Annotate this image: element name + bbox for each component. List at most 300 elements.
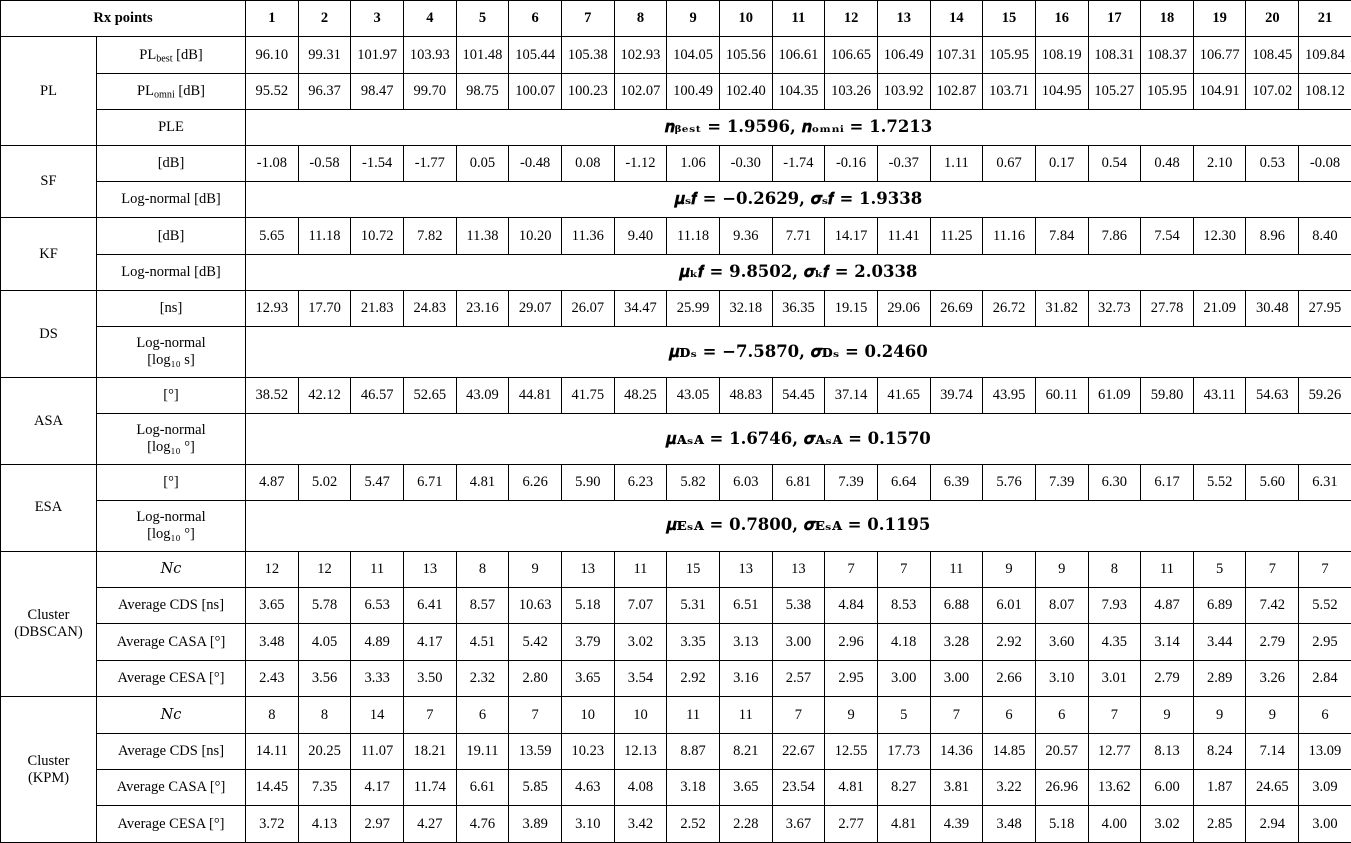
value-cell: 14.45	[246, 769, 299, 805]
value-cell: 3.10	[1035, 660, 1088, 696]
value-cell: 9.40	[614, 218, 667, 254]
value-cell: 3.56	[298, 660, 351, 696]
value-cell: 3.00	[877, 660, 930, 696]
value-cell: 59.80	[1141, 377, 1194, 413]
rx-point-header: 1	[246, 1, 299, 37]
value-cell: 32.73	[1088, 291, 1141, 327]
value-cell: 31.82	[1035, 291, 1088, 327]
value-cell: 3.13	[719, 624, 772, 660]
value-cell: 52.65	[403, 377, 456, 413]
value-cell: 2.77	[825, 806, 878, 843]
value-cell: 4.87	[246, 464, 299, 500]
value-cell: 7	[877, 551, 930, 587]
kf-dist-label: Log-normal [dB]	[97, 254, 246, 290]
rx-point-header: 6	[509, 1, 562, 37]
value-cell: 23.16	[456, 291, 509, 327]
value-cell: 10.23	[561, 733, 614, 769]
value-cell: 29.07	[509, 291, 562, 327]
value-cell: 3.00	[930, 660, 983, 696]
kpm-casa-row	[1, 769, 1351, 805]
asa-unit-label: [°]	[97, 377, 246, 413]
value-cell: 7	[403, 697, 456, 733]
value-cell: 5.52	[1193, 464, 1246, 500]
value-cell: 7.35	[298, 769, 351, 805]
value-cell: 8.57	[456, 588, 509, 624]
value-cell: 18.21	[403, 733, 456, 769]
value-cell: 9	[1193, 697, 1246, 733]
value-cell: 12	[246, 551, 299, 587]
value-cell: 29.06	[877, 291, 930, 327]
value-cell: 3.89	[509, 806, 562, 843]
dbscan-casa-label: Average CASA [°]	[97, 624, 246, 660]
value-cell: 26.72	[983, 291, 1036, 327]
esa-formula: 𝝁ᴇₛᴀ = 𝟎.𝟕𝟖𝟎𝟎, 𝝈ᴇₛᴀ = 𝟎.𝟏𝟏𝟗𝟓	[246, 501, 1351, 552]
value-cell: 0.53	[1246, 145, 1299, 181]
value-cell: 0.08	[561, 145, 614, 181]
value-cell: 3.42	[614, 806, 667, 843]
value-cell: 2.84	[1299, 660, 1351, 696]
value-cell: 3.26	[1246, 660, 1299, 696]
pl-best-row	[1, 37, 1351, 73]
value-cell: 12.55	[825, 733, 878, 769]
value-cell: 10.20	[509, 218, 562, 254]
value-cell: 6.89	[1193, 588, 1246, 624]
value-cell: 20.25	[298, 733, 351, 769]
value-cell: 4.00	[1088, 806, 1141, 843]
value-cell: 2.96	[825, 624, 878, 660]
pl-omni-label: $PL_{omni}$ [dB]	[97, 73, 246, 109]
value-cell: 5.31	[667, 588, 720, 624]
kpm-cds-label: Average CDS [ns]	[97, 733, 246, 769]
value-cell: 108.37	[1141, 37, 1194, 73]
value-cell: 3.44	[1193, 624, 1246, 660]
ds-values-row	[1, 291, 1351, 327]
value-cell: 13.09	[1299, 733, 1351, 769]
value-cell: 4.17	[403, 624, 456, 660]
value-cell: 9	[1246, 697, 1299, 733]
value-cell: 7.82	[403, 218, 456, 254]
dbscan-cds-label: Average CDS [ns]	[97, 588, 246, 624]
value-cell: 9	[1035, 551, 1088, 587]
value-cell: 8	[298, 697, 351, 733]
value-cell: 6.53	[351, 588, 404, 624]
value-cell: 54.45	[772, 377, 825, 413]
value-cell: 6.30	[1088, 464, 1141, 500]
value-cell: 42.12	[298, 377, 351, 413]
value-cell: 0.05	[456, 145, 509, 181]
value-cell: 46.57	[351, 377, 404, 413]
value-cell: 2.43	[246, 660, 299, 696]
value-cell: 1.11	[930, 145, 983, 181]
sf-dist-label: Log-normal [dB]	[97, 181, 246, 217]
sf-values-row	[1, 145, 1351, 181]
value-cell: 105.44	[509, 37, 562, 73]
value-cell: 11	[930, 551, 983, 587]
rx-points-header: Rx points	[1, 1, 246, 37]
value-cell: 104.91	[1193, 73, 1246, 109]
value-cell: 102.87	[930, 73, 983, 109]
rx-point-header: 2	[298, 1, 351, 37]
value-cell: 6.17	[1141, 464, 1194, 500]
value-cell: 20.57	[1035, 733, 1088, 769]
value-cell: 9	[509, 551, 562, 587]
value-cell: 98.47	[351, 73, 404, 109]
value-cell: 3.67	[772, 806, 825, 843]
value-cell: 104.05	[667, 37, 720, 73]
pl-omni-row	[1, 73, 1351, 109]
rx-point-header: 10	[719, 1, 772, 37]
value-cell: 7	[930, 697, 983, 733]
rx-point-header: 4	[403, 1, 456, 37]
pl-group-label: PL	[1, 37, 97, 145]
rx-point-header: 11	[772, 1, 825, 37]
value-cell: 4.17	[351, 769, 404, 805]
value-cell: 106.61	[772, 37, 825, 73]
value-cell: 38.52	[246, 377, 299, 413]
value-cell: 4.08	[614, 769, 667, 805]
value-cell: 5.42	[509, 624, 562, 660]
ds-formula: 𝝁ᴅₛ = −𝟕.𝟓𝟖𝟕𝟎, 𝝈ᴅₛ = 𝟎.𝟐𝟒𝟔𝟎	[246, 327, 1351, 378]
value-cell: 22.67	[772, 733, 825, 769]
value-cell: 103.26	[825, 73, 878, 109]
value-cell: 3.79	[561, 624, 614, 660]
value-cell: 48.83	[719, 377, 772, 413]
value-cell: 8	[456, 551, 509, 587]
kf-values-row	[1, 218, 1351, 254]
rx-point-header: 5	[456, 1, 509, 37]
value-cell: 2.85	[1193, 806, 1246, 843]
value-cell: 3.16	[719, 660, 772, 696]
value-cell: 2.32	[456, 660, 509, 696]
value-cell: 2.92	[667, 660, 720, 696]
value-cell: 7.86	[1088, 218, 1141, 254]
value-cell: -1.54	[351, 145, 404, 181]
kf-unit-label: [dB]	[97, 218, 246, 254]
rx-point-header: 21	[1299, 1, 1351, 37]
value-cell: 19.11	[456, 733, 509, 769]
value-cell: 4.81	[825, 769, 878, 805]
value-cell: 11.07	[351, 733, 404, 769]
value-cell: 60.11	[1035, 377, 1088, 413]
value-cell: 11.16	[983, 218, 1036, 254]
value-cell: 8.07	[1035, 588, 1088, 624]
value-cell: 10	[614, 697, 667, 733]
value-cell: 3.02	[614, 624, 667, 660]
value-cell: 4.35	[1088, 624, 1141, 660]
value-cell: 6.64	[877, 464, 930, 500]
value-cell: 10.63	[509, 588, 562, 624]
rx-point-header: 17	[1088, 1, 1141, 37]
value-cell: 2.28	[719, 806, 772, 843]
sf-group-label: SF	[1, 145, 97, 218]
ds-unit-label: [ns]	[97, 291, 246, 327]
value-cell: 26.69	[930, 291, 983, 327]
value-cell: 3.33	[351, 660, 404, 696]
value-cell: 0.48	[1141, 145, 1194, 181]
ds-group-label: DS	[1, 291, 97, 378]
value-cell: 7	[1088, 697, 1141, 733]
esa-unit-label: [°]	[97, 464, 246, 500]
value-cell: 9	[983, 551, 1036, 587]
rx-point-header: 13	[877, 1, 930, 37]
value-cell: 2.79	[1246, 624, 1299, 660]
value-cell: 30.48	[1246, 291, 1299, 327]
value-cell: 3.48	[246, 624, 299, 660]
value-cell: 2.79	[1141, 660, 1194, 696]
value-cell: 13.62	[1088, 769, 1141, 805]
asa-dist-label: Log-normal [log₁₀ °]	[97, 414, 246, 465]
value-cell: 100.49	[667, 73, 720, 109]
value-cell: 2.95	[1299, 624, 1351, 660]
value-cell: 4.63	[561, 769, 614, 805]
asa-group-label: ASA	[1, 377, 97, 464]
value-cell: 3.00	[772, 624, 825, 660]
value-cell: 11	[667, 697, 720, 733]
value-cell: 21.83	[351, 291, 404, 327]
value-cell: 6.81	[772, 464, 825, 500]
value-cell: 44.81	[509, 377, 562, 413]
rx-point-header: 19	[1193, 1, 1246, 37]
value-cell: 4.87	[1141, 588, 1194, 624]
value-cell: 103.71	[983, 73, 1036, 109]
value-cell: 39.74	[930, 377, 983, 413]
value-cell: 14	[351, 697, 404, 733]
ple-row	[1, 110, 1351, 145]
kf-formula: 𝝁ₖ𝒇 = 𝟗.𝟖𝟓𝟎𝟐, 𝝈ₖ𝒇 = 𝟐.𝟎𝟑𝟑𝟖	[246, 254, 1351, 290]
value-cell: 11	[614, 551, 667, 587]
value-cell: 103.93	[403, 37, 456, 73]
kpm-casa-label: Average CASA [°]	[97, 769, 246, 805]
value-cell: 4.27	[403, 806, 456, 843]
value-cell: 2.89	[1193, 660, 1246, 696]
value-cell: 7	[1246, 551, 1299, 587]
value-cell: 13	[772, 551, 825, 587]
ds-dist-row	[1, 327, 1351, 378]
value-cell: -1.77	[403, 145, 456, 181]
ple-formula: 𝒏ᵦₑₛₜ = 𝟏.𝟗𝟓𝟗𝟔, 𝒏ₒₘₙᵢ = 𝟏.𝟕𝟐𝟏𝟑	[246, 110, 1351, 145]
value-cell: 10	[561, 697, 614, 733]
value-cell: 34.47	[614, 291, 667, 327]
value-cell: 13.59	[509, 733, 562, 769]
value-cell: 100.07	[509, 73, 562, 109]
esa-group-label: ESA	[1, 464, 97, 551]
kf-dist-row	[1, 254, 1351, 290]
value-cell: 3.14	[1141, 624, 1194, 660]
value-cell: 4.84	[825, 588, 878, 624]
dbscan-nc-row	[1, 551, 1351, 587]
value-cell: 37.14	[825, 377, 878, 413]
value-cell: 3.65	[246, 588, 299, 624]
value-cell: 3.65	[719, 769, 772, 805]
value-cell: 26.96	[1035, 769, 1088, 805]
value-cell: 2.10	[1193, 145, 1246, 181]
value-cell: 12.93	[246, 291, 299, 327]
value-cell: 8.53	[877, 588, 930, 624]
value-cell: 8	[1088, 551, 1141, 587]
value-cell: 4.81	[456, 464, 509, 500]
value-cell: 26.07	[561, 291, 614, 327]
value-cell: 7	[772, 697, 825, 733]
value-cell: 54.63	[1246, 377, 1299, 413]
value-cell: 5.90	[561, 464, 614, 500]
value-cell: -0.16	[825, 145, 878, 181]
value-cell: 105.95	[1141, 73, 1194, 109]
value-cell: -0.37	[877, 145, 930, 181]
dbscan-casa-row	[1, 624, 1351, 660]
value-cell: 5.52	[1299, 588, 1351, 624]
kpm-cesa-row	[1, 806, 1351, 843]
value-cell: 7.54	[1141, 218, 1194, 254]
value-cell: 8.87	[667, 733, 720, 769]
value-cell: 24.65	[1246, 769, 1299, 805]
value-cell: 99.70	[403, 73, 456, 109]
value-cell: 10.72	[351, 218, 404, 254]
value-cell: 108.12	[1299, 73, 1351, 109]
value-cell: 43.09	[456, 377, 509, 413]
value-cell: 2.52	[667, 806, 720, 843]
value-cell: 8.13	[1141, 733, 1194, 769]
value-cell: 0.54	[1088, 145, 1141, 181]
value-cell: 3.02	[1141, 806, 1194, 843]
value-cell: 107.02	[1246, 73, 1299, 109]
value-cell: 105.27	[1088, 73, 1141, 109]
value-cell: 17.73	[877, 733, 930, 769]
value-cell: 11.25	[930, 218, 983, 254]
value-cell: 3.35	[667, 624, 720, 660]
value-cell: 41.75	[561, 377, 614, 413]
value-cell: 2.57	[772, 660, 825, 696]
dbscan-cesa-label: Average CESA [°]	[97, 660, 246, 696]
value-cell: 3.72	[246, 806, 299, 843]
sf-formula: 𝝁ₛ𝒇 = −𝟎.𝟐𝟔𝟐𝟗, 𝝈ₛ𝒇 = 𝟏.𝟗𝟑𝟑𝟖	[246, 181, 1351, 217]
value-cell: 11	[351, 551, 404, 587]
value-cell: -0.08	[1299, 145, 1351, 181]
value-cell: 11.74	[403, 769, 456, 805]
value-cell: 4.39	[930, 806, 983, 843]
rx-point-header: 15	[983, 1, 1036, 37]
value-cell: -0.48	[509, 145, 562, 181]
rx-point-header: 20	[1246, 1, 1299, 37]
value-cell: 2.94	[1246, 806, 1299, 843]
value-cell: 48.25	[614, 377, 667, 413]
value-cell: 2.66	[983, 660, 1036, 696]
value-cell: 105.38	[561, 37, 614, 73]
value-cell: 8.40	[1299, 218, 1351, 254]
kpm-nc-row	[1, 697, 1351, 733]
value-cell: 6.03	[719, 464, 772, 500]
value-cell: 7.93	[1088, 588, 1141, 624]
value-cell: 12.13	[614, 733, 667, 769]
value-cell: 4.13	[298, 806, 351, 843]
dbscan-nc-label: 𝑁𝑐	[97, 551, 246, 587]
value-cell: 27.78	[1141, 291, 1194, 327]
value-cell: 3.00	[1299, 806, 1351, 843]
value-cell: 7	[509, 697, 562, 733]
value-cell: 2.97	[351, 806, 404, 843]
value-cell: 21.09	[1193, 291, 1246, 327]
value-cell: 11.38	[456, 218, 509, 254]
value-cell: 99.31	[298, 37, 351, 73]
value-cell: 3.54	[614, 660, 667, 696]
rx-point-header: 8	[614, 1, 667, 37]
value-cell: 2.80	[509, 660, 562, 696]
value-cell: 5	[877, 697, 930, 733]
value-cell: 13	[719, 551, 772, 587]
value-cell: 7.42	[1246, 588, 1299, 624]
value-cell: 5.02	[298, 464, 351, 500]
value-cell: 5.18	[561, 588, 614, 624]
value-cell: 103.92	[877, 73, 930, 109]
value-cell: 100.23	[561, 73, 614, 109]
dbscan-cds-row	[1, 588, 1351, 624]
esa-values-row	[1, 464, 1351, 500]
sf-dist-row	[1, 181, 1351, 217]
value-cell: 108.45	[1246, 37, 1299, 73]
value-cell: 101.97	[351, 37, 404, 73]
value-cell: 6.31	[1299, 464, 1351, 500]
value-cell: 2.95	[825, 660, 878, 696]
value-cell: 105.95	[983, 37, 1036, 73]
value-cell: 104.95	[1035, 73, 1088, 109]
value-cell: 108.19	[1035, 37, 1088, 73]
value-cell: 106.77	[1193, 37, 1246, 73]
value-cell: 15	[667, 551, 720, 587]
value-cell: 96.10	[246, 37, 299, 73]
asa-formula: 𝝁ᴀₛᴀ = 𝟏.𝟔𝟕𝟒𝟔, 𝝈ᴀₛᴀ = 𝟎.𝟏𝟓𝟕𝟎	[246, 414, 1351, 465]
value-cell: -1.08	[246, 145, 299, 181]
value-cell: 5.18	[1035, 806, 1088, 843]
value-cell: 17.70	[298, 291, 351, 327]
value-cell: 6.41	[403, 588, 456, 624]
value-cell: 7.07	[614, 588, 667, 624]
value-cell: 7.14	[1246, 733, 1299, 769]
value-cell: 11	[1141, 551, 1194, 587]
value-cell: 43.95	[983, 377, 1036, 413]
value-cell: 9	[825, 697, 878, 733]
value-cell: -1.12	[614, 145, 667, 181]
value-cell: 14.17	[825, 218, 878, 254]
value-cell: 4.51	[456, 624, 509, 660]
value-cell: 11.36	[561, 218, 614, 254]
value-cell: 14.36	[930, 733, 983, 769]
value-cell: 27.95	[1299, 291, 1351, 327]
header-row	[1, 1, 1351, 37]
value-cell: 12.30	[1193, 218, 1246, 254]
value-cell: 11.41	[877, 218, 930, 254]
value-cell: 61.09	[1088, 377, 1141, 413]
value-cell: 7.71	[772, 218, 825, 254]
value-cell: 7.39	[825, 464, 878, 500]
value-cell: 5.76	[983, 464, 1036, 500]
value-cell: 6.88	[930, 588, 983, 624]
value-cell: -1.74	[772, 145, 825, 181]
pl-best-label: $PL_{best}$ [dB]	[97, 37, 246, 73]
value-cell: 6.71	[403, 464, 456, 500]
value-cell: -0.30	[719, 145, 772, 181]
rx-point-header: 9	[667, 1, 720, 37]
value-cell: 9	[1141, 697, 1194, 733]
value-cell: 13	[561, 551, 614, 587]
value-cell: 5.60	[1246, 464, 1299, 500]
value-cell: 2.92	[983, 624, 1036, 660]
rx-point-header: 3	[351, 1, 404, 37]
value-cell: 3.18	[667, 769, 720, 805]
value-cell: 41.65	[877, 377, 930, 413]
value-cell: 6.61	[456, 769, 509, 805]
value-cell: 8.96	[1246, 218, 1299, 254]
value-cell: 96.37	[298, 73, 351, 109]
value-cell: 102.40	[719, 73, 772, 109]
